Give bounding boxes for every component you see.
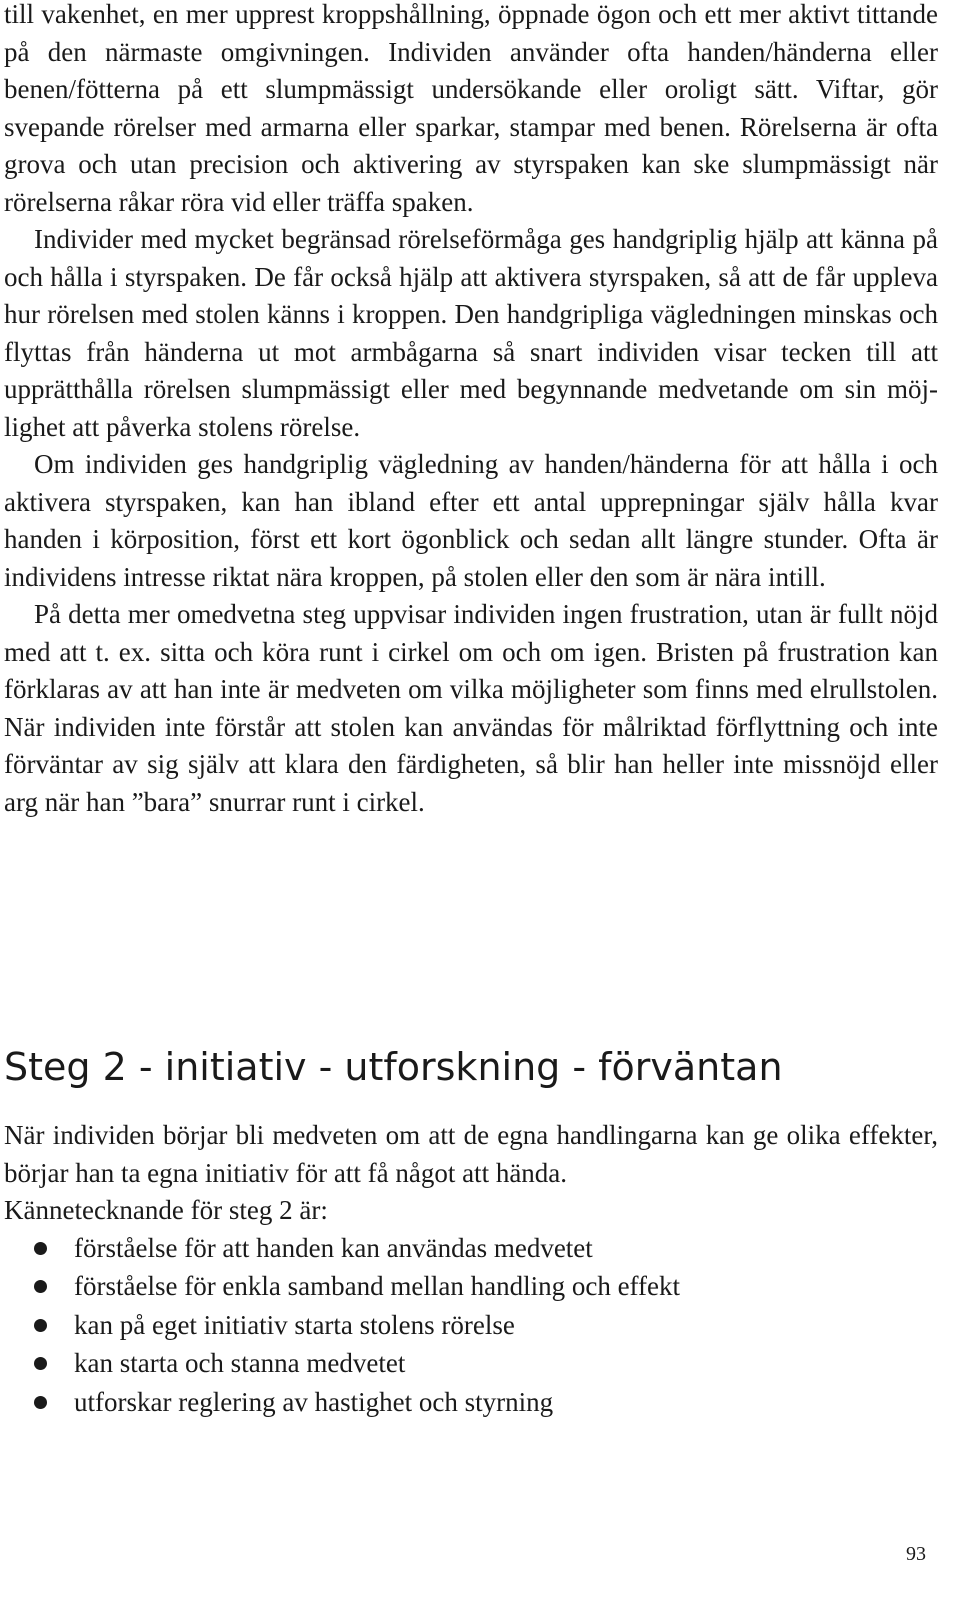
bullet-icon [34,1357,47,1370]
paragraph: På detta mer omedvetna steg uppvisar individen ingen frustration, utan är fullt nöjd med att t. ex. sitta och köra runt i cirkel om och om igen. Bristen på frustration kan förklaras av att han inte är medveten om vilka möjligheter som finns med elrullstolen. När individen inte förstår att stolen kan användas för målriktad förflyttning och inte förväntar av sig själv att klara den färdigheten, så blir han heller inte missnöjd eller arg när han ”bara” snurrar runt i cirkel. [4,599,938,817]
bullet-icon [34,1242,47,1255]
list-item [4,1345,938,1384]
page-number: 93 [906,1543,926,1565]
list-item-text: kan på eget initiativ starta stolens rörelse [74,1309,515,1340]
bullet-icon [34,1396,47,1409]
paragraph: Om individen ges handgriplig vägledning av handen/händerna för att hålla i och aktivera styrspaken, kan han ibland efter ett antal upprepningar själv hålla kvar handen i körposition, först ett kort ögonblick och sedan allt längre stunder. Ofta är individens intresse riktat nära kroppen, på stolen eller den som är nära intill. [4,449,938,592]
list-item [4,1230,938,1269]
section-heading: Steg 2 - initiativ - utforskning - förväntan [4,1045,783,1089]
bullet-icon [34,1319,47,1332]
list-item [4,1307,938,1346]
list-item-text: utforskar reglering av hastighet och styrning [74,1386,554,1417]
list-intro: Kännetecknande för steg 2 är: [4,1195,328,1225]
bullet-icon [34,1280,47,1293]
paragraph: till vakenhet, en mer upprest kroppshållning, öppnade ögon och ett mer aktivt tittande på den närmaste omgivningen. Individen använder ofta handen/händerna eller benen/fötterna på ett slumpmässigt undersökande eller oroligt sätt. Viftar, gör svepande rörelser med armarna eller sparkar, stampar med benen. Rörelserna är ofta grova och utan precision och aktivering av styrspaken kan ske slumpmässigt när rörelserna råkar röra vid eller träffa spaken. [4,0,938,217]
body-text [4,0,938,821]
section-body [4,1117,938,1422]
list-item-text: kan starta och stanna medvetet [74,1348,406,1378]
section-intro: När individen börjar bli medveten om att de egna handlingarna kan ge olika effekter, börjar han ta egna initiativ för att få något att hända. [4,1120,938,1188]
characteristics-list [4,1230,938,1423]
list-item [4,1268,938,1307]
list-item-text: förståelse för att handen kan användas medvetet [74,1232,593,1263]
paragraph: Individer med mycket begränsad rörelseförmåga ges handgriplig hjälp att känna på och hålla i styrspaken. De får också hjälp att aktivera styrspaken, så att de får uppleva hur rörelsen med stolen känns i kroppen. Den handgripliga vägledningen minskas och flyttas från händerna ut mot armbågarna så snart individen visar tecken till att upprätthålla rörelsen slumpmässigt eller med begynnande medvetande om sin möjlighet att påverka stolens rörelse. [4,224,938,442]
list-item-text: förståelse för enkla samband mellan handling och effekt [74,1271,681,1301]
list-item [4,1384,938,1423]
